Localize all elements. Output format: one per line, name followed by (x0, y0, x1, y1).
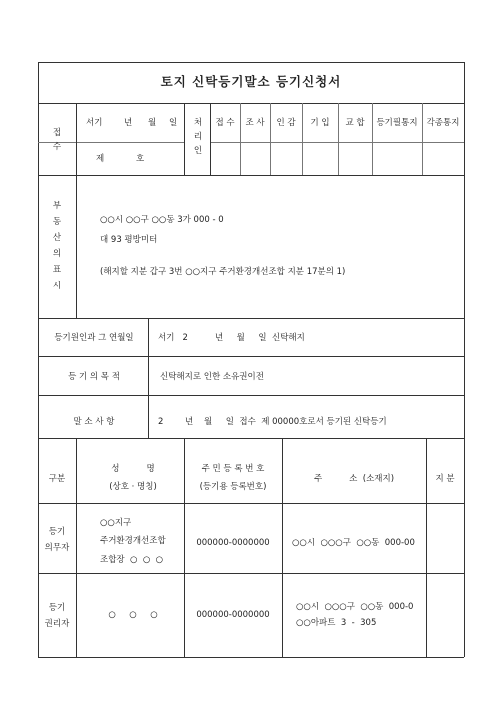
receipt-number-suffix: 호 (136, 154, 145, 164)
holder-address-line-1: ○○시 ○○○구 ○○동 000-0 (296, 602, 414, 612)
line-v-party-reg (282, 438, 283, 657)
receipt-date-era: 서기 (86, 118, 103, 128)
property-address: ○○시 ○○구 ○○동 3가 000 - 0 (100, 215, 224, 225)
line-v-processing (210, 103, 211, 175)
line-v-property-label (76, 175, 77, 318)
receipt-date-day: 일 (169, 118, 178, 128)
receipt-label-text: 접수 (52, 128, 62, 152)
holder-label-2: 권리자 (44, 619, 70, 629)
frame-bottom (38, 657, 464, 658)
frame-top (38, 62, 464, 63)
holder-name: ○ ○ ○ (108, 610, 158, 620)
line-v-col6 (422, 103, 423, 175)
line-obligor-bottom (38, 573, 464, 574)
obligor-name-line-1: ○○지구 (100, 518, 132, 528)
cause-label: 등기원인과 그 연월일 (54, 333, 134, 343)
form-title: 토지 신탁등기말소 등기신청서 (160, 74, 342, 89)
header-address: 주 소 (소재지) (313, 474, 395, 484)
cause-value: 서기 2 년 월 일 신탁해지 (158, 333, 305, 343)
receipt-label (51, 126, 63, 154)
header-name-sub: (상호 · 명칭) (109, 482, 157, 492)
line-header-bottom (38, 503, 464, 504)
header-reg-sub: (등기용 등록번호) (199, 482, 267, 492)
cancel-value: 2 년 월 일 접수 제 00000호로서 등기된 신탁등기 (158, 417, 387, 427)
header-reg: 주 민 등 록 번 호 (201, 464, 265, 474)
line-v-party-addr (426, 438, 427, 657)
line-v-col1 (240, 103, 241, 175)
line-v-col4 (338, 103, 339, 175)
col-completion-notice: 등기필통지 (376, 118, 418, 128)
obligor-name-line-3: 조합장 ○ ○ ○ (100, 555, 164, 565)
receipt-number-prefix: 제 (96, 154, 105, 164)
line-title-bottom (38, 103, 464, 104)
receipt-date-month: 월 (148, 118, 157, 128)
purpose-value: 신탁해지로 인한 소유권이전 (160, 372, 264, 382)
col-seal: 인 감 (276, 118, 296, 128)
line-cause-bottom (38, 356, 464, 357)
header-share: 지 분 (435, 474, 455, 484)
line-v-receipt-label (76, 103, 77, 175)
processing-label (192, 116, 204, 158)
line-v-party-type (76, 438, 77, 657)
purpose-label: 등 기 의 목 적 (68, 372, 120, 382)
col-examine: 조 사 (245, 118, 265, 128)
line-purpose-bottom (38, 395, 464, 396)
header-name: 성 명 (111, 464, 155, 474)
processing-label-text: 처리인 (193, 118, 203, 156)
registration-form (38, 62, 464, 657)
line-v-col3 (302, 103, 303, 175)
frame-right (464, 62, 465, 657)
col-verify: 교 합 (345, 118, 365, 128)
property-label-text: 부동산의표시 (52, 201, 62, 291)
line-receipt-bottom (38, 175, 464, 176)
col-receive: 접 수 (215, 118, 235, 128)
property-label (51, 198, 63, 294)
line-v-receipt-date (184, 103, 185, 175)
receipt-date-year: 년 (124, 118, 133, 128)
obligor-label: 등기 (48, 527, 66, 537)
obligor-name-line-2: 주거환경개선조합 (100, 536, 166, 546)
line-receipt-cols (210, 142, 464, 143)
holder-address-line-2: ○○아파트 3 - 305 (296, 618, 377, 628)
cancel-label: 말 소 사 항 (73, 417, 115, 427)
obligor-reg-no: 000000-0000000 (196, 538, 270, 548)
property-note: (해지할 지분 갑구 3번 ○○지구 주거환경개선조합 지분 17분의 1) (100, 267, 346, 277)
line-v-info-label (148, 318, 149, 438)
obligor-label-2: 의무자 (44, 543, 70, 553)
line-property-bottom (38, 318, 464, 319)
line-v-col2 (270, 103, 271, 175)
header-type: 구분 (48, 474, 66, 484)
holder-label: 등기 (48, 603, 66, 613)
col-entry: 기 입 (310, 118, 330, 128)
frame-left (38, 62, 39, 657)
line-v-party-name (184, 438, 185, 657)
line-cancel-bottom (38, 438, 464, 439)
line-v-col5 (372, 103, 373, 175)
holder-reg-no: 000000-0000000 (196, 610, 270, 620)
col-various-notice: 각종통지 (426, 118, 460, 128)
property-area: 대 93 평방미터 (100, 235, 158, 245)
obligor-address: ○○시 ○○○구 ○○동 000-00 (292, 538, 415, 548)
